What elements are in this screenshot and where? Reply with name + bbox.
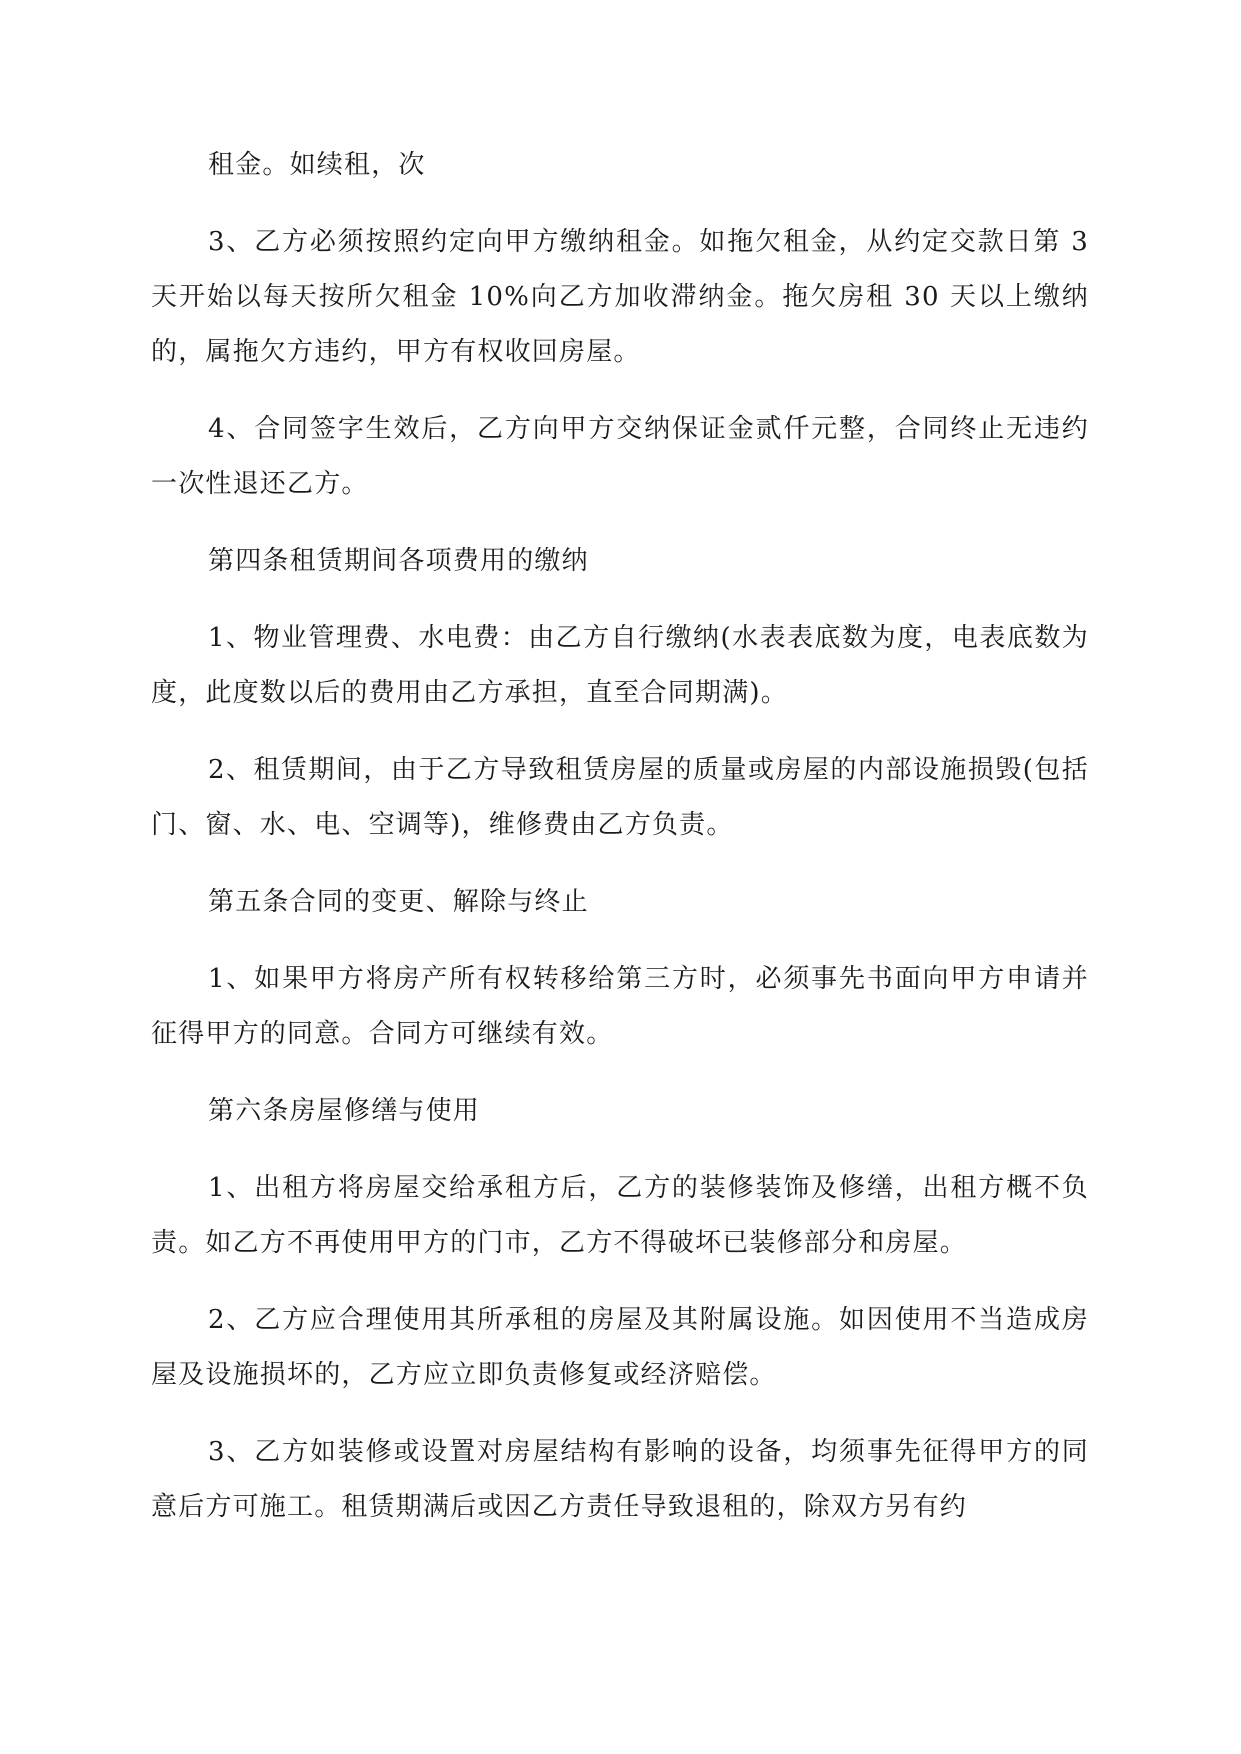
section-heading-article-4: 第四条租赁期间各项费用的缴纳 [208, 546, 589, 576]
section-heading-article-5: 第五条合同的变更、解除与终止 [208, 887, 589, 917]
paragraph-structural-changes: 3、乙方如装修或设置对房屋结构有影响的设备，均须事先征得甲方的同意后方可施工。租赁期满后或因乙方责任导致退租的，除双方另有约 [151, 1437, 1089, 1522]
paragraph-utility-fees: 1、物业管理费、水电费：由乙方自行缴纳(水表表底数为度，电表底数为度，此度数以后的费用由乙方承担，直至合同期满)。 [151, 623, 1089, 708]
document-body [151, 138, 1089, 1557]
paragraph-decoration-liability: 1、出租方将房屋交给承租方后，乙方的装修装饰及修缮，出租方概不负责。如乙方不再使用甲方的门市，乙方不得破坏已装修部分和房屋。 [151, 1173, 1089, 1258]
paragraph-deposit-clause: 4、合同签字生效后，乙方向甲方交纳保证金贰仟元整，合同终止无违约一次性退还乙方。 [151, 414, 1089, 499]
paragraph-late-payment-clause: 3、乙方必须按照约定向甲方缴纳租金。如拖欠租金，从约定交款日第 3 天开始以每天按所欠租金 10%向乙方加收滞纳金。拖欠房租 30 天以上缴纳的，属拖欠方违约，甲方有权收回房屋。 [151, 227, 1089, 367]
section-heading-article-6: 第六条房屋修缮与使用 [208, 1096, 481, 1126]
paragraph-proper-use: 2、乙方应合理使用其所承租的房屋及其附属设施。如因使用不当造成房屋及设施损坏的，乙方应立即负责修复或经济赔偿。 [151, 1305, 1089, 1390]
paragraph-repair-costs: 2、租赁期间，由于乙方导致租赁房屋的质量或房屋的内部设施损毁(包括门、窗、水、电、空调等)，维修费由乙方负责。 [151, 755, 1089, 840]
paragraph-ownership-transfer: 1、如果甲方将房产所有权转移给第三方时，必须事先书面向甲方申请并征得甲方的同意。合同方可继续有效。 [151, 964, 1089, 1049]
paragraph-rent-continuation: 租金。如续租，次 [208, 150, 426, 180]
